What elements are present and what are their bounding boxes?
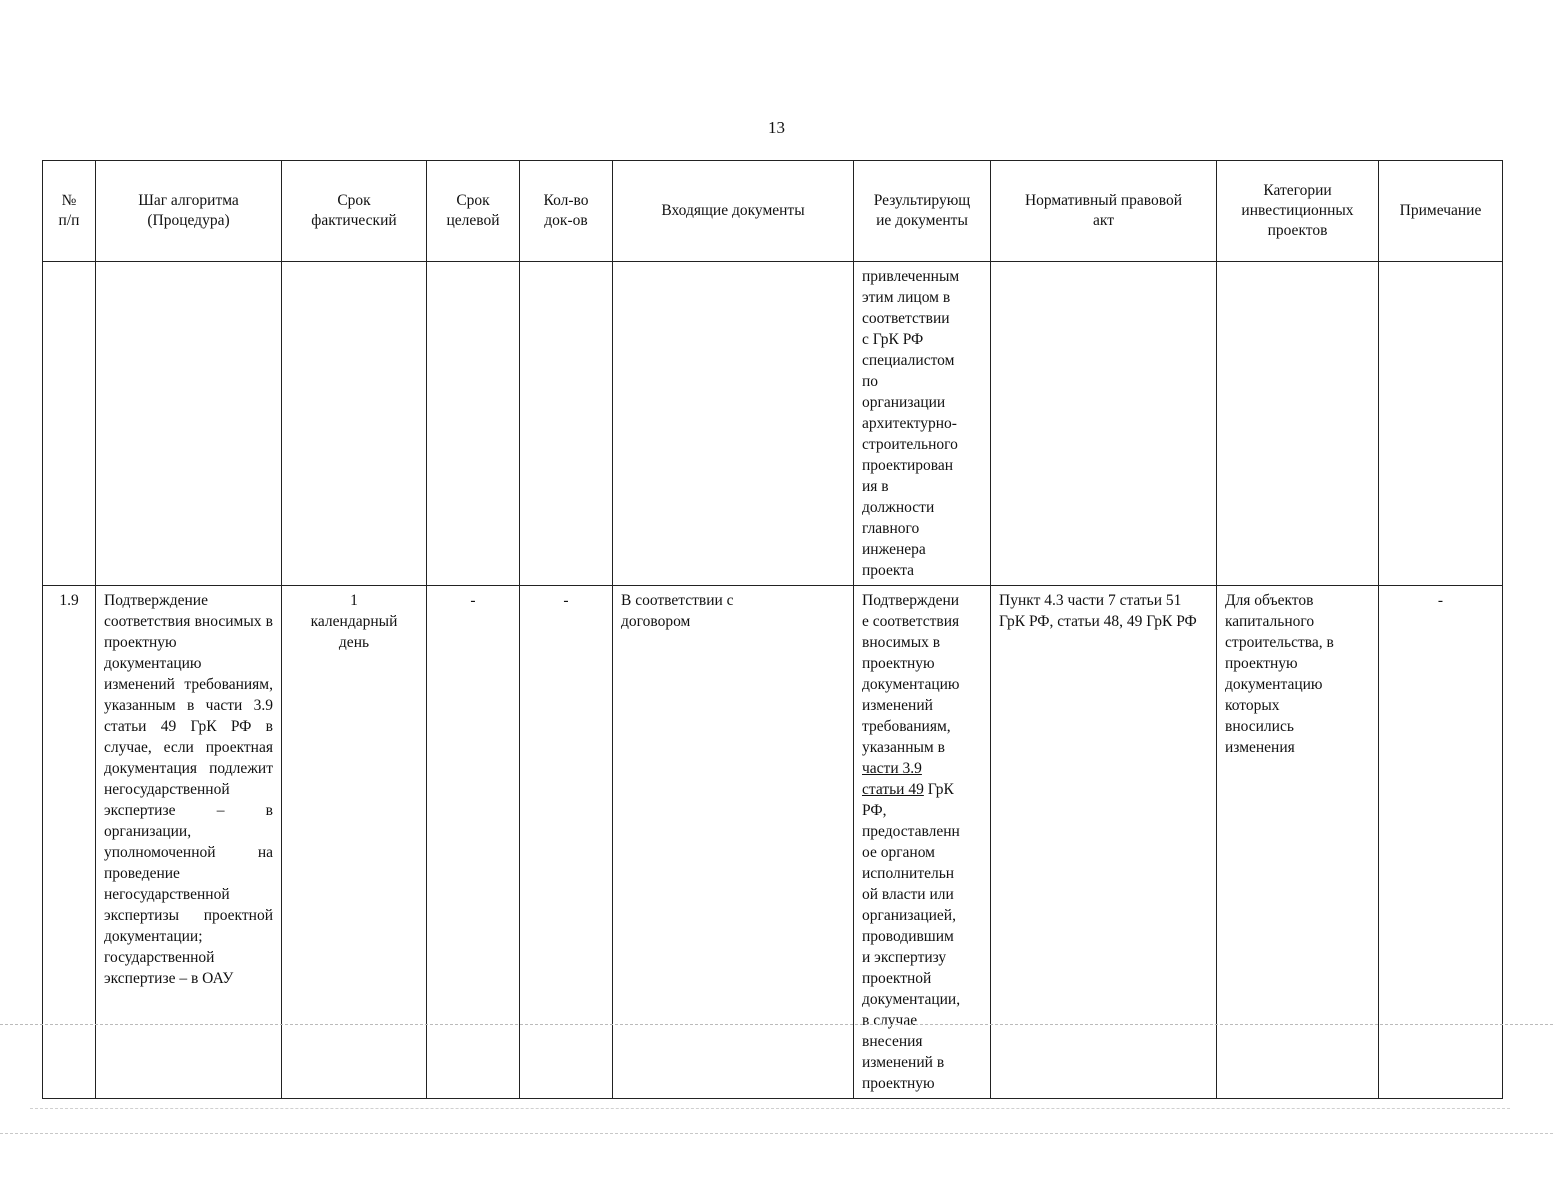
header-target-term: Срок целевой (427, 161, 520, 262)
header-categories: Категории инвестиционных проектов (1217, 161, 1379, 262)
cell-incoming-docs (613, 262, 854, 586)
resulting-text-end: РФ, предоставленн ое органом исполнительн ой власти или организацией, проводившим и экспертизу проектной документации, в случае внесения изменений в проектную (862, 802, 961, 1092)
cell-target-term: - (427, 586, 520, 1099)
law-article-link[interactable]: статьи 49 (862, 781, 924, 798)
resulting-text-start: Подтверждени е соответствия вносимых в проектную документацию изменений требованиям, указанным в (862, 592, 960, 756)
header-doc-count: Кол-во док-ов (520, 161, 613, 262)
cell-doc-count: - (520, 586, 613, 1099)
header-normative-act: Нормативный правовой акт (991, 161, 1217, 262)
header-actual-term: Срок фактический (282, 161, 427, 262)
header-row (43, 161, 1503, 262)
header-num: № п/п (43, 161, 96, 262)
page-number: 13 (768, 118, 785, 137)
cell-note: - (1379, 586, 1503, 1099)
cell-num (43, 262, 96, 586)
algorithm-table (42, 160, 1503, 1099)
cell-resulting-docs: привлеченным этим лицом в соответствии с ГрК РФ специалистом по организации архитектурно- строительного проектирован ия в должности главного инженера проекта (854, 262, 991, 586)
cell-step (96, 262, 282, 586)
cell-target-term (427, 262, 520, 586)
header-step: Шаг алгоритма (Процедура) (96, 161, 282, 262)
resulting-text-mid: ГрК (923, 781, 954, 798)
cell-resulting-docs (854, 586, 991, 1099)
cell-step: Подтверждение соответствия вносимых в проектную документацию изменений требованиям, указанным в части 3.9 статьи 49 ГрК РФ в случае, если проектная документация подлежит негосударственной экспертизе – в организации, уполномоченной на проведение негосударственной экспертизы проектной документации; государственной экспертизе – в ОАУ (96, 586, 282, 1099)
header-resulting-docs: Результирующ ие документы (854, 161, 991, 262)
header-incoming-docs: Входящие документы (613, 161, 854, 262)
table-row (43, 262, 1503, 586)
cell-actual-term: 1 календарный день (282, 586, 427, 1099)
cell-categories: Для объектов капитального строительства, в проектную документацию которых вносились изменения (1217, 586, 1379, 1099)
scan-artifact-line (0, 1024, 1553, 1025)
scan-artifact-line (30, 1108, 1510, 1109)
cell-num: 1.9 (43, 586, 96, 1099)
cell-incoming-docs: В соответствии с договором (613, 586, 854, 1099)
cell-actual-term (282, 262, 427, 586)
cell-categories (1217, 262, 1379, 586)
scan-artifact-line (0, 1133, 1553, 1134)
cell-normative-act (991, 262, 1217, 586)
law-part-link[interactable]: части 3.9 (862, 760, 922, 777)
header-note: Примечание (1379, 161, 1503, 262)
cell-doc-count (520, 262, 613, 586)
cell-note (1379, 262, 1503, 586)
cell-normative-act: Пункт 4.3 части 7 статьи 51 ГрК РФ, статьи 48, 49 ГрК РФ (991, 586, 1217, 1099)
table-row (43, 586, 1503, 1099)
